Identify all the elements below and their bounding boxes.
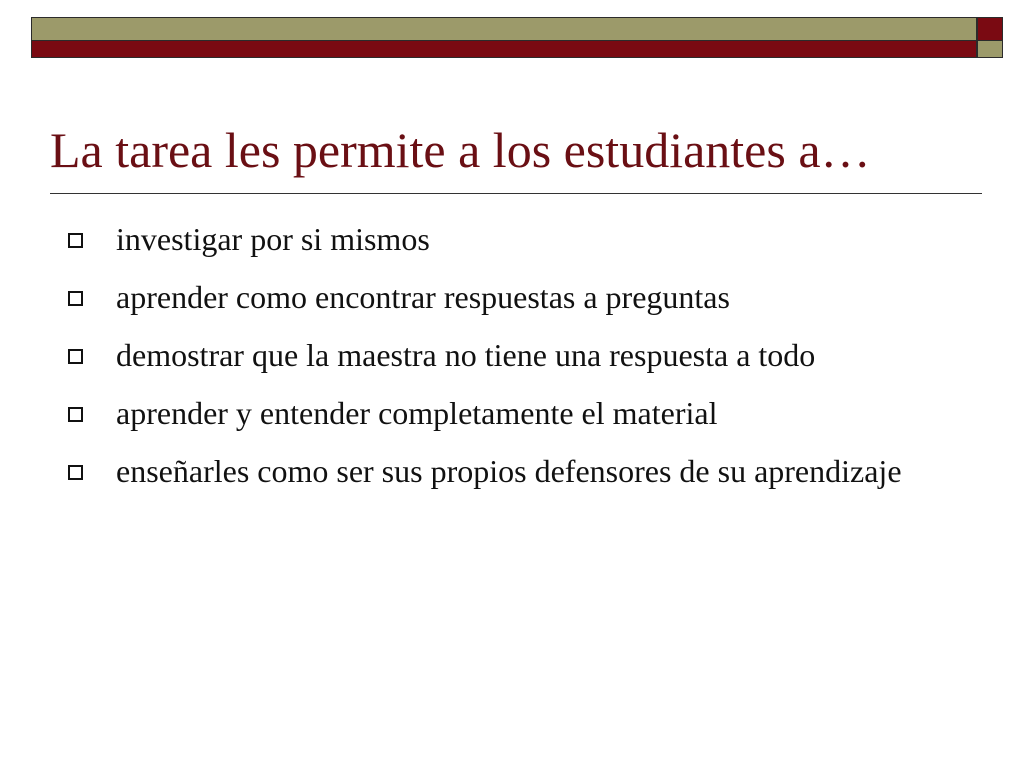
header-square-olive <box>977 41 1003 58</box>
bullet-item <box>60 274 940 320</box>
bullet-list <box>60 216 940 506</box>
bullet-item <box>60 390 940 436</box>
title-divider <box>50 193 982 194</box>
bullet-text: aprender como encontrar respuestas a preguntas <box>116 279 730 315</box>
hollow-square-bullet-icon <box>68 349 83 364</box>
bullet-text: investigar por si mismos <box>116 221 430 257</box>
hollow-square-bullet-icon <box>68 465 83 480</box>
bullet-item <box>60 332 940 378</box>
hollow-square-bullet-icon <box>68 291 83 306</box>
header-square-maroon <box>977 17 1003 41</box>
bullet-text: enseñarles como ser sus propios defensores de su aprendizaje <box>116 453 902 489</box>
bullet-text: demostrar que la maestra no tiene una respuesta a todo <box>116 337 816 373</box>
bullet-text: aprender y entender completamente el material <box>116 395 718 431</box>
hollow-square-bullet-icon <box>68 233 83 248</box>
bullet-item <box>60 216 940 262</box>
hollow-square-bullet-icon <box>68 407 83 422</box>
header-bar-maroon <box>31 41 977 58</box>
bullet-item <box>60 448 940 494</box>
header-bar-olive <box>31 17 977 41</box>
slide-title: La tarea les permite a los estudiantes a… <box>50 122 871 178</box>
